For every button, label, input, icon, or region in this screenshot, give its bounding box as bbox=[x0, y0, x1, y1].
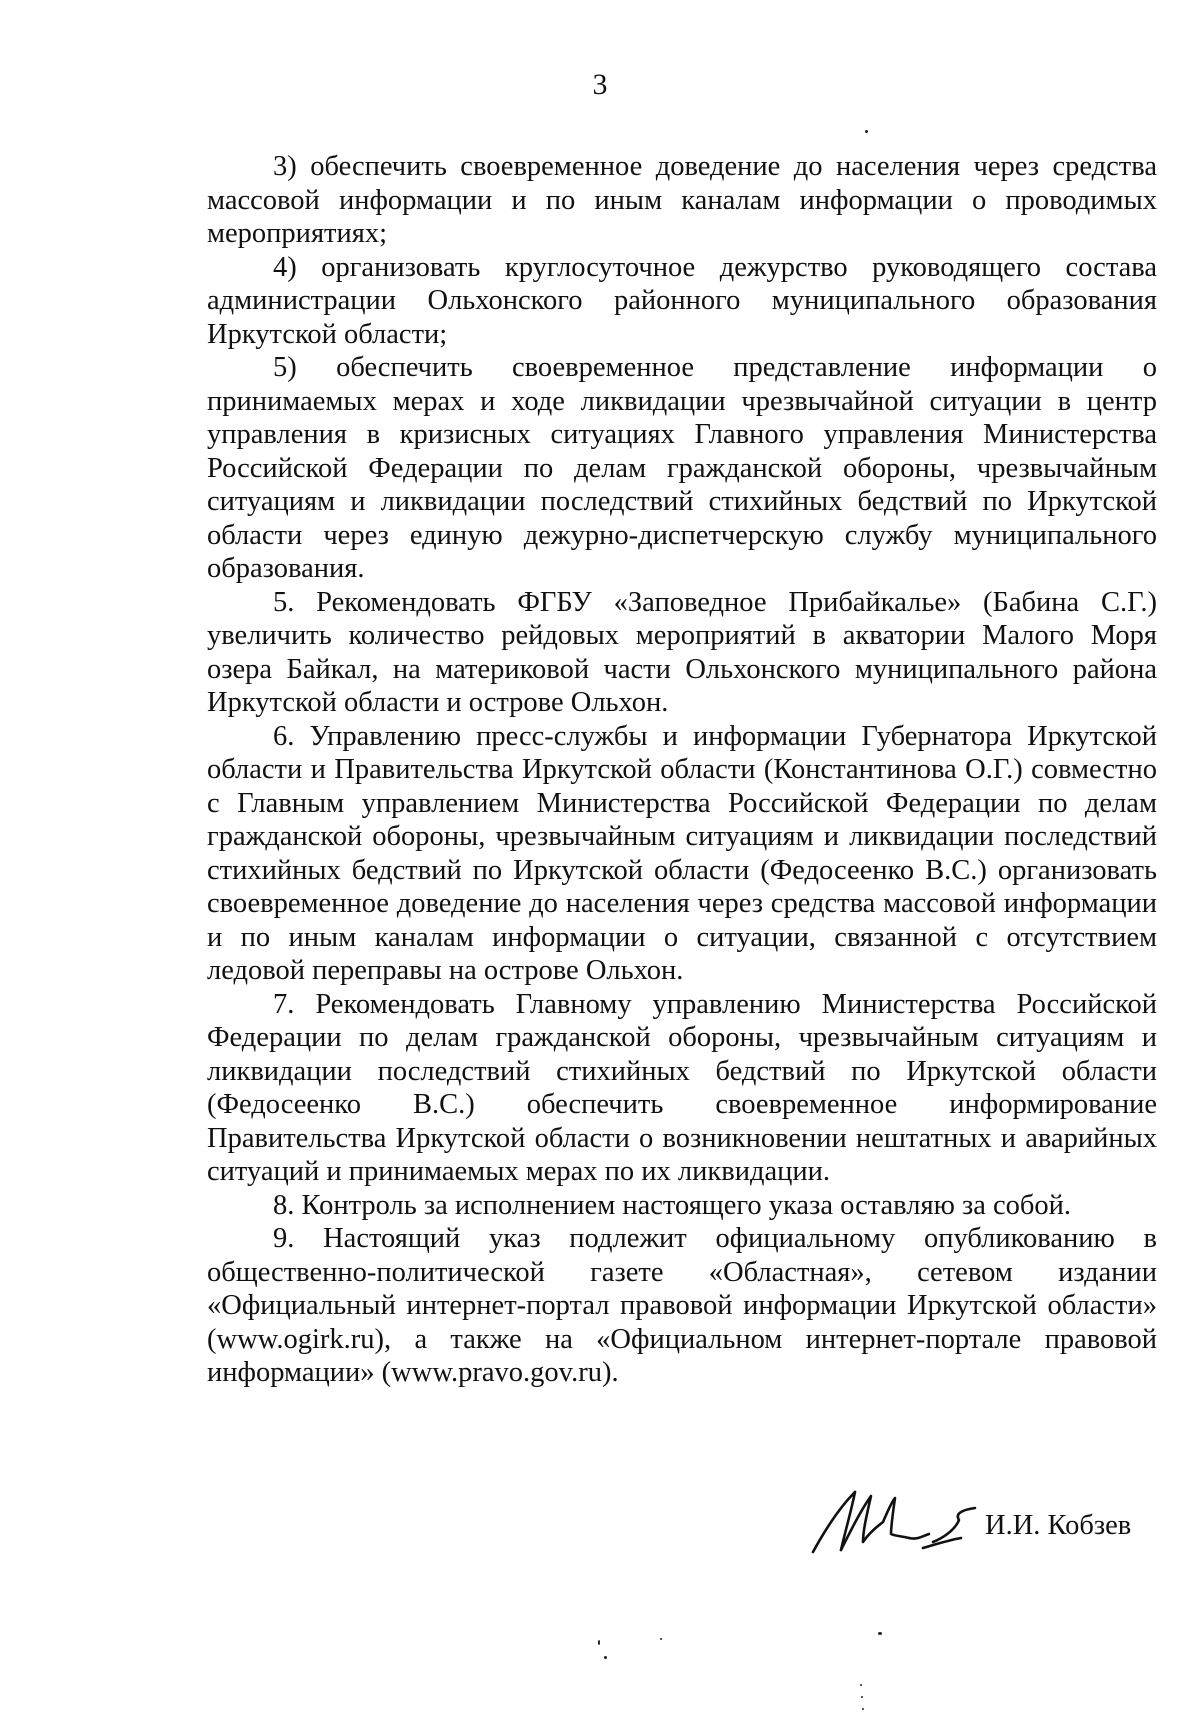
scan-speck bbox=[660, 1638, 662, 1640]
scan-speck bbox=[878, 1632, 882, 1635]
page-number: 3 bbox=[592, 68, 608, 101]
paragraph-point-6: 6. Управлению пресс-службы и информации Губернатора Иркутской области и Правительства Иркутской области (Константинова О.Г.) совместно с Главным управлением Министерства Российской Федерации по делам гражданской обороны, чрезвычайным ситуациям и ликвидации последствий стихийных бедствий по Иркутской области (Федосеенко В.С.) организовать своевременное доведение до населения через средства массовой информации и по иным каналам информации о ситуации, связанной с отсутствием ледовой переправы на острове Ольхон. bbox=[207, 720, 1157, 986]
paragraph-point-9: 9. Настоящий указ подлежит официальному опубликованию в общественно-политической газете «Областная», сетевом издании «Официальный интернет-портал правовой информации Иркутской области» (www.ogirk.ru), а также на «Официальном интернет-портале правовой информации» (www.pravo.gov.ru). bbox=[207, 1223, 1157, 1388]
scan-speck bbox=[865, 130, 868, 133]
scan-speck bbox=[860, 1684, 862, 1686]
scan-speck bbox=[862, 1708, 864, 1710]
paragraph-point-5: 5. Рекомендовать ФГБУ «Заповедное Прибайкалье» (Бабина С.Г.) увеличить количество рейдовых мероприятий в акватории Малого Моря озера Байкал, на материковой части Ольхонского муниципального района Иркутской области и острове Ольхон. bbox=[207, 586, 1157, 718]
scan-speck bbox=[861, 1696, 863, 1698]
signer-name: И.И. Кобзев bbox=[985, 1510, 1132, 1541]
paragraph-point-8: 8. Контроль за исполнением настоящего указа оставляю за собой. bbox=[273, 1189, 1072, 1221]
scan-speck bbox=[598, 1640, 600, 1645]
paragraph-point-7: 7. Рекомендовать Главному управлению Министерства Российской Федерации по делам гражданской обороны, чрезвычайным ситуациям и ликвидации последствий стихийных бедствий по Иркутской области (Федосеенко В.С.) обеспечить своевременное информирование Правительства Иркутской области о возникновении нештатных и аварийных ситуаций и принимаемых мерах по их ликвидации. bbox=[207, 988, 1157, 1187]
paragraph-item-5: 5) обеспечить своевременное представление информации о принимаемых мерах и ходе ликвидации чрезвычайной ситуации в центр управления в кризисных ситуациях Главного управления Министерства Российской Федерации по делам гражданской обороны, чрезвычайным ситуациям и ликвидации последствий стихийных бедствий по Иркутской области через единую дежурно-диспетчерскую службу муниципального образования. bbox=[207, 352, 1157, 584]
signature-block bbox=[805, 1478, 1165, 1558]
paragraph-item-4: 4) организовать круглосуточное дежурство руководящего состава администрации Ольхонского районного муниципального образования Иркутской области; bbox=[207, 251, 1157, 350]
document-body bbox=[207, 150, 1157, 1390]
paragraph-item-3: 3) обеспечить своевременное доведение до населения через средства массовой информации и по иным каналам информации о проводимых мероприятиях; bbox=[207, 151, 1157, 249]
handwritten-signature bbox=[805, 1478, 985, 1558]
scan-speck bbox=[604, 1656, 607, 1659]
